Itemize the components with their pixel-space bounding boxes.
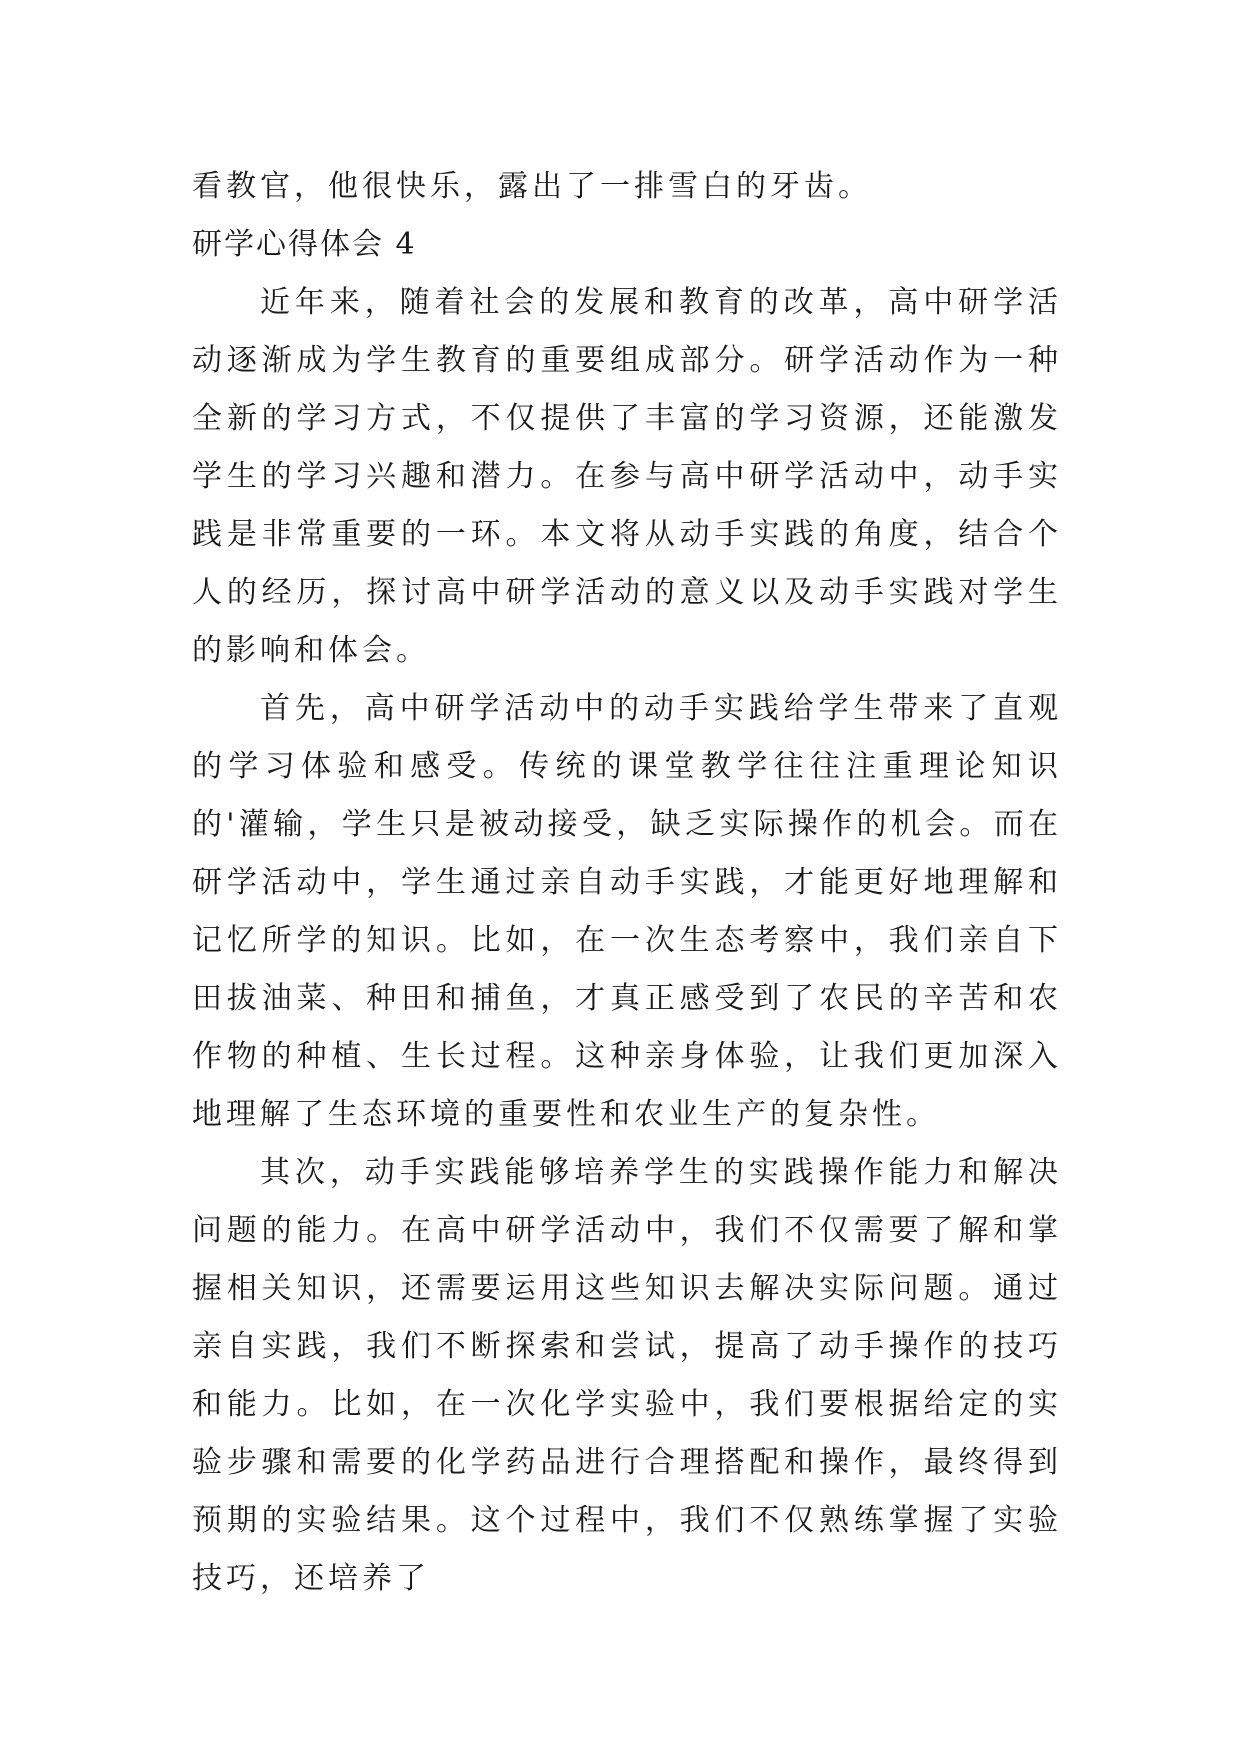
paragraph-1: 近年来，随着社会的发展和教育的改革，高中研学活动逐渐成为学生教育的重要组成部分。研学活动作为一种全新的学习方式，不仅提供了丰富的学习资源，还能激发学生的学习兴趣和潜力。在参与高中研学活动中，动手实践是非常重要的一环。本文将从动手实践的角度，结合个人的经历，探讨高中研学活动的意义以及动手实践对学生的影响和体会。	[192, 285, 1062, 668]
document-body	[192, 158, 1062, 1608]
paragraph-3: 其次，动手实践能够培养学生的实践操作能力和解决问题的能力。在高中研学活动中，我们不仅需要了解和掌握相关知识，还需要运用这些知识去解决实际问题。通过亲自实践，我们不断探索和尝试，提高了动手操作的技巧和能力。比如，在一次化学实验中，我们要根据给定的实验步骤和需要的化学药品进行合理搭配和操作，最终得到预期的实验结果。这个过程中，我们不仅熟练掌握了实验技巧，还培养了	[192, 1155, 1062, 1596]
lead-line: 看教官，他很快乐，露出了一排雪白的牙齿。	[192, 169, 872, 204]
paragraph-2: 首先，高中研学活动中的动手实践给学生带来了直观的学习体验和感受。传统的课堂教学往往注重理论知识的'灌输，学生只是被动接受，缺乏实际操作的机会。而在研学活动中，学生通过亲自动手实践，才能更好地理解和记忆所学的知识。比如，在一次生态考察中，我们亲自下田拔油菜、种田和捕鱼，才真正感受到了农民的辛苦和农作物的种植、生长过程。这种亲身体验，让我们更加深入地理解了生态环境的重要性和农业生产的复杂性。	[192, 691, 1062, 1132]
section-title: 研学心得体会 4	[192, 227, 417, 262]
